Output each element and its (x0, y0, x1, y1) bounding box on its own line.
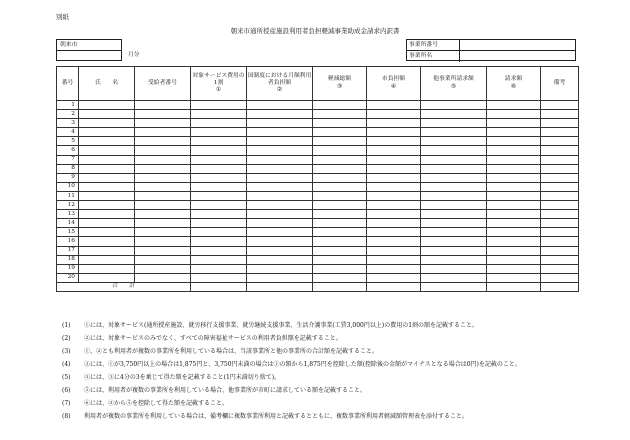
table-cell[interactable] (421, 173, 487, 182)
table-cell[interactable] (191, 201, 247, 210)
table-cell[interactable] (313, 228, 367, 237)
table-row (57, 155, 579, 164)
note-index: (7) (62, 400, 71, 407)
table-cell[interactable] (367, 219, 421, 228)
table-cell[interactable] (367, 191, 421, 200)
table-row (57, 119, 579, 128)
table-cell[interactable] (191, 228, 247, 237)
table-cell[interactable] (367, 110, 421, 119)
note-item (62, 397, 622, 410)
note-item (62, 371, 622, 384)
table-cell[interactable] (541, 155, 579, 164)
table-cell[interactable] (367, 101, 421, 110)
table-cell[interactable] (247, 137, 313, 146)
table-cell[interactable] (421, 128, 487, 137)
table-cell[interactable] (135, 128, 191, 137)
table-cell[interactable] (135, 237, 191, 246)
table-cell[interactable] (135, 246, 191, 255)
table-cell[interactable] (367, 128, 421, 137)
table-cell[interactable] (421, 201, 487, 210)
table-cell[interactable] (487, 155, 541, 164)
column-header (57, 67, 79, 101)
table-cell[interactable] (191, 264, 247, 273)
row-number: 16 (57, 237, 79, 246)
column-header (79, 67, 135, 101)
total-cell[interactable] (367, 282, 421, 291)
row-number: 9 (57, 173, 79, 182)
table-cell[interactable] (541, 110, 579, 119)
table-cell[interactable] (191, 191, 247, 200)
table-row (57, 210, 579, 219)
table-cell[interactable] (541, 264, 579, 273)
table-cell[interactable] (541, 273, 579, 282)
table-cell[interactable] (313, 182, 367, 191)
table-cell[interactable] (313, 173, 367, 182)
table-cell[interactable] (487, 164, 541, 173)
column-circle-number: ① (215, 87, 222, 94)
table-cell[interactable] (313, 164, 367, 173)
table-cell[interactable] (313, 219, 367, 228)
table-cell[interactable] (421, 146, 487, 155)
table-cell[interactable] (313, 273, 367, 282)
table-cell[interactable] (421, 210, 487, 219)
table-cell[interactable] (487, 237, 541, 246)
table-row (57, 228, 579, 237)
note-index: (5) (62, 374, 71, 381)
table-cell[interactable] (541, 128, 579, 137)
table-cell[interactable] (135, 273, 191, 282)
table-row (57, 146, 579, 155)
table-cell[interactable] (421, 110, 487, 119)
table-cell[interactable] (421, 273, 487, 282)
table-cell[interactable] (191, 155, 247, 164)
table-row (57, 101, 579, 110)
column-circle-number: ④ (390, 84, 397, 90)
table-cell[interactable] (135, 255, 191, 264)
table-cell[interactable] (247, 228, 313, 237)
table-cell[interactable] (247, 264, 313, 273)
note-item (62, 319, 622, 332)
note-item (62, 358, 622, 371)
row-number: 10 (57, 182, 79, 191)
total-cell[interactable] (247, 282, 313, 291)
table-cell[interactable] (367, 119, 421, 128)
table-cell[interactable] (79, 201, 135, 210)
table-cell[interactable] (191, 273, 247, 282)
table-cell[interactable] (313, 210, 367, 219)
table-cell[interactable] (135, 210, 191, 219)
table-cell[interactable] (247, 119, 313, 128)
table-cell[interactable] (247, 201, 313, 210)
note-text: 利用者が複数の事業所を利用している場合は、備考欄に複数事業所利用と記載するとともに、複数事業所利用者軽減額管理表を添付すること。 (84, 413, 469, 420)
table-cell[interactable] (135, 110, 191, 119)
column-header (247, 67, 313, 101)
city-label: 朝来市 (57, 40, 121, 51)
note-text: ②には、対象サービスのみでなく、すべての障害福祉サービスの利用者負担額を記載すること。 (84, 335, 342, 342)
table-cell[interactable] (313, 119, 367, 128)
table-cell[interactable] (247, 210, 313, 219)
row-number: 17 (57, 246, 79, 255)
column-header-text: 対象サービス費用の1割 (192, 72, 245, 86)
table-cell[interactable] (247, 255, 313, 264)
table-cell[interactable] (79, 255, 135, 264)
table-cell[interactable] (421, 237, 487, 246)
total-row (57, 282, 579, 291)
table-cell[interactable] (487, 210, 541, 219)
table-cell[interactable] (247, 110, 313, 119)
table-cell[interactable] (313, 146, 367, 155)
table-cell[interactable] (247, 173, 313, 182)
table-cell[interactable] (367, 155, 421, 164)
table-cell[interactable] (421, 137, 487, 146)
city-box (56, 39, 122, 61)
table-cell[interactable] (135, 101, 191, 110)
table-cell[interactable] (247, 237, 313, 246)
column-header (135, 67, 191, 101)
table-cell[interactable] (135, 137, 191, 146)
table-cell[interactable] (79, 101, 135, 110)
table-cell[interactable] (191, 164, 247, 173)
note-index: (2) (62, 335, 71, 342)
table-cell[interactable] (313, 237, 367, 246)
table-cell[interactable] (541, 173, 579, 182)
appendix-label: 別紙 (56, 13, 69, 21)
row-number: 3 (57, 119, 79, 128)
total-cell[interactable] (313, 282, 367, 291)
table-cell[interactable] (541, 146, 579, 155)
row-number: 13 (57, 210, 79, 219)
table-cell[interactable] (487, 128, 541, 137)
table-cell[interactable] (191, 255, 247, 264)
table-cell[interactable] (79, 246, 135, 255)
document-title: 朝来市通所授産施設利用者負担軽減事業助成金請求内訳書 (230, 27, 400, 35)
table-cell[interactable] (487, 228, 541, 237)
table-cell[interactable] (313, 201, 367, 210)
table-cell[interactable] (191, 182, 247, 191)
column-header-text: 他事業所請求額 (433, 76, 474, 83)
table-cell[interactable] (367, 146, 421, 155)
table-cell[interactable] (487, 101, 541, 110)
table-cell[interactable] (487, 246, 541, 255)
table-cell[interactable] (487, 119, 541, 128)
table-cell[interactable] (421, 101, 487, 110)
row-number: 5 (57, 137, 79, 146)
table-cell[interactable] (247, 164, 313, 173)
table-row (57, 264, 579, 273)
table-cell[interactable] (367, 182, 421, 191)
total-cell[interactable] (191, 282, 247, 291)
column-header (367, 67, 421, 101)
total-cell[interactable] (487, 282, 541, 291)
column-circle-number: ⑤ (450, 84, 457, 90)
table-cell[interactable] (191, 128, 247, 137)
table-cell[interactable] (421, 182, 487, 191)
note-index: (4) (62, 361, 71, 368)
table-cell[interactable] (421, 264, 487, 273)
total-cell[interactable] (421, 282, 487, 291)
table-cell[interactable] (421, 191, 487, 200)
table-cell[interactable] (421, 155, 487, 164)
table-cell[interactable] (247, 101, 313, 110)
row-number: 6 (57, 146, 79, 155)
table-row (57, 273, 579, 282)
table-cell[interactable] (421, 246, 487, 255)
table-cell[interactable] (421, 228, 487, 237)
row-number: 4 (57, 128, 79, 137)
column-header-text: 受給者番号 (148, 80, 177, 87)
table-cell[interactable] (313, 264, 367, 273)
note-item (62, 345, 622, 358)
table-cell[interactable] (541, 246, 579, 255)
table-cell[interactable] (79, 237, 135, 246)
row-number: 7 (57, 155, 79, 164)
office-number-value[interactable] (460, 40, 575, 50)
total-cell[interactable] (541, 282, 579, 291)
table-cell[interactable] (79, 137, 135, 146)
table-cell[interactable] (79, 146, 135, 155)
office-name-label: 事業所名 (407, 51, 460, 62)
table-cell[interactable] (313, 155, 367, 164)
table-cell[interactable] (367, 246, 421, 255)
column-circle-number: ③ (336, 84, 343, 90)
table-cell[interactable] (421, 219, 487, 228)
table-cell[interactable] (367, 228, 421, 237)
table-row (57, 128, 579, 137)
table-cell[interactable] (79, 219, 135, 228)
table-cell[interactable] (79, 210, 135, 219)
table-cell[interactable] (135, 219, 191, 228)
column-header-text: 請求額 (504, 76, 523, 83)
row-number: 2 (57, 110, 79, 119)
table-cell[interactable] (487, 146, 541, 155)
table-cell[interactable] (79, 273, 135, 282)
table-cell[interactable] (191, 146, 247, 155)
table-cell[interactable] (541, 219, 579, 228)
table-row (57, 191, 579, 200)
table-cell[interactable] (367, 137, 421, 146)
office-name-value[interactable] (460, 51, 575, 62)
month-label: 月分 (128, 52, 140, 58)
table-cell[interactable] (541, 237, 579, 246)
table-cell[interactable] (367, 210, 421, 219)
column-header (191, 67, 247, 101)
table-cell[interactable] (487, 182, 541, 191)
column-header-text: 氏 名 (94, 80, 119, 87)
table-cell[interactable] (367, 264, 421, 273)
row-number: 1 (57, 101, 79, 110)
note-item (62, 384, 622, 397)
column-header (421, 67, 487, 101)
row-number: 8 (57, 164, 79, 173)
table-cell[interactable] (135, 146, 191, 155)
table-cell[interactable] (247, 219, 313, 228)
table-header-row (57, 67, 579, 101)
table-cell[interactable] (79, 264, 135, 273)
note-index: (8) (62, 413, 71, 420)
table-cell[interactable] (191, 110, 247, 119)
table-cell[interactable] (313, 137, 367, 146)
table-cell[interactable] (313, 110, 367, 119)
table-cell[interactable] (487, 273, 541, 282)
table-cell[interactable] (191, 119, 247, 128)
table-cell[interactable] (135, 173, 191, 182)
table-cell[interactable] (135, 155, 191, 164)
table-cell[interactable] (487, 264, 541, 273)
column-header-text: 備考 (553, 80, 566, 87)
row-number: 12 (57, 201, 79, 210)
table-cell[interactable] (191, 210, 247, 219)
table-cell[interactable] (313, 191, 367, 200)
table-cell[interactable] (247, 246, 313, 255)
table-cell[interactable] (79, 128, 135, 137)
table-cell[interactable] (247, 182, 313, 191)
table-cell[interactable] (79, 155, 135, 164)
column-circle-number: ⑥ (510, 84, 517, 90)
table-cell[interactable] (487, 255, 541, 264)
table-cell[interactable] (367, 164, 421, 173)
table-cell[interactable] (313, 101, 367, 110)
table-row (57, 255, 579, 264)
note-index: (6) (62, 387, 71, 394)
table-row (57, 164, 579, 173)
table-cell[interactable] (541, 137, 579, 146)
note-text: ③には、①が3,750円以上の場合は1,875円と、3,750円未満の場合は①の額から1,875円を控除した額(控除後の金額がマイナスとなる場合は0円)を記載のこと。 (84, 361, 521, 368)
table-cell[interactable] (541, 119, 579, 128)
table-cell[interactable] (79, 164, 135, 173)
table-cell[interactable] (367, 237, 421, 246)
table-cell[interactable] (541, 182, 579, 191)
table-cell[interactable] (247, 191, 313, 200)
table-cell[interactable] (421, 119, 487, 128)
table-cell[interactable] (367, 201, 421, 210)
table-cell[interactable] (79, 173, 135, 182)
table-row (57, 237, 579, 246)
office-box (406, 39, 576, 61)
table-cell[interactable] (487, 137, 541, 146)
table-cell[interactable] (313, 246, 367, 255)
row-number: 14 (57, 219, 79, 228)
column-header-text: 市負担額 (381, 76, 406, 83)
table-cell[interactable] (541, 228, 579, 237)
table-cell[interactable] (487, 110, 541, 119)
row-number: 18 (57, 255, 79, 264)
office-number-label: 事業所番号 (407, 40, 460, 50)
table-row (57, 137, 579, 146)
claim-table (56, 66, 579, 292)
table-cell[interactable] (487, 173, 541, 182)
column-header-text: 番号 (61, 80, 74, 87)
table-cell[interactable] (541, 201, 579, 210)
table-cell[interactable] (191, 101, 247, 110)
table-cell[interactable] (79, 228, 135, 237)
table-cell[interactable] (367, 273, 421, 282)
note-text: ①、②とも利用者が複数の事業所を利用している場合は、当該事業所と他の事業所の合計額を記載すること。 (84, 348, 379, 355)
table-cell[interactable] (487, 191, 541, 200)
column-circle-number: ② (276, 87, 283, 94)
table-cell[interactable] (541, 164, 579, 173)
row-number: 20 (57, 273, 79, 282)
table-cell[interactable] (135, 164, 191, 173)
table-cell[interactable] (135, 182, 191, 191)
table-cell[interactable] (191, 237, 247, 246)
table-row (57, 110, 579, 119)
table-cell[interactable] (135, 201, 191, 210)
note-index: (1) (62, 322, 71, 329)
table-cell[interactable] (313, 255, 367, 264)
column-header (313, 67, 367, 101)
table-cell[interactable] (487, 219, 541, 228)
table-row (57, 219, 579, 228)
total-label: 合 計 (57, 282, 191, 291)
note-index: (3) (62, 348, 71, 355)
table-cell[interactable] (367, 173, 421, 182)
table-cell[interactable] (541, 210, 579, 219)
table-cell[interactable] (191, 137, 247, 146)
table-cell[interactable] (191, 173, 247, 182)
table-row (57, 246, 579, 255)
table-cell[interactable] (247, 146, 313, 155)
table-cell[interactable] (541, 191, 579, 200)
table-row (57, 173, 579, 182)
table-cell[interactable] (79, 119, 135, 128)
table-body (57, 101, 579, 292)
table-cell[interactable] (191, 246, 247, 255)
column-header-text: 軽減総額 (327, 76, 352, 83)
table-cell[interactable] (247, 128, 313, 137)
note-item (62, 410, 622, 423)
table-cell[interactable] (135, 228, 191, 237)
table-cell[interactable] (421, 164, 487, 173)
table-cell[interactable] (135, 264, 191, 273)
note-text: ⑤には、利用者が複数の事業所を利用している場合、他事業所が市町に請求している額を記載すること。 (84, 387, 367, 394)
note-text: ⑥には、④から⑤を控除して得た額を記載すること。 (84, 400, 229, 407)
column-header (487, 67, 541, 101)
note-item (62, 332, 622, 345)
table-cell[interactable] (79, 110, 135, 119)
row-number: 11 (57, 191, 79, 200)
table-cell[interactable] (247, 155, 313, 164)
row-number: 15 (57, 228, 79, 237)
table-cell[interactable] (135, 191, 191, 200)
table-cell[interactable] (79, 182, 135, 191)
table-cell[interactable] (191, 219, 247, 228)
table-cell[interactable] (541, 101, 579, 110)
table-cell[interactable] (135, 119, 191, 128)
table-cell[interactable] (367, 255, 421, 264)
table-cell[interactable] (487, 201, 541, 210)
note-text: ①には、対象サービス(通所授産施設、就労移行支援事業、就労継続支援事業、生活介護事業(工賃3,000円以上)の費用の1割の額を記載すること。 (84, 322, 479, 329)
table-cell[interactable] (421, 255, 487, 264)
column-header-text: 国制度における月額利用者負担額 (247, 72, 312, 86)
table-cell[interactable] (541, 255, 579, 264)
table-cell[interactable] (313, 128, 367, 137)
table-cell[interactable] (247, 273, 313, 282)
column-header (541, 67, 579, 101)
notes-list (62, 319, 622, 423)
table-cell[interactable] (79, 191, 135, 200)
table-row (57, 182, 579, 191)
row-number: 19 (57, 264, 79, 273)
table-row (57, 201, 579, 210)
note-text: ④には、③に4分の3を乗じて得た額を記載すること(1円未満切り捨て)。 (84, 374, 281, 381)
